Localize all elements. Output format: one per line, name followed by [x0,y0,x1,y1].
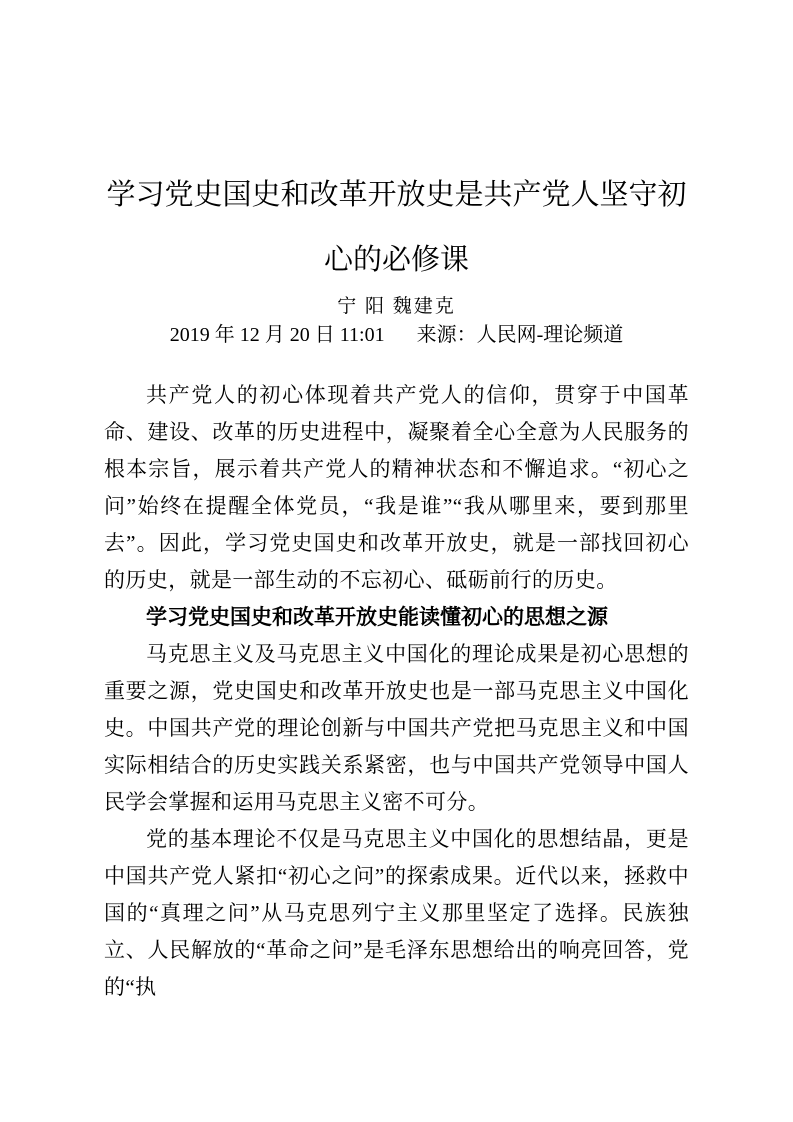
publish-meta-line [104,321,689,349]
section-heading: 学习党史国史和改革开放史能读懂初心的思想之源 [146,606,608,629]
document-title: 学习党史国史和改革开放史是共产党人坚守初心的必修课 [106,179,687,276]
section-paragraph-2: 党的基本理论不仅是马克思主义中国化的思想结晶，更是中国共产党人紧扣“初心之问”的探索成果。近代以来，拯救中国的“真理之问”从马克思列宁主义那里坚定了选择。民族独立、人民解放的“革命之问”是毛泽东思想给出的响亮回答，党的“执 [104,827,689,999]
section-paragraph-1: 马克思主义及马克思主义中国化的理论成果是初心思想的重要之源，党史国史和改革开放史也是一部马克思主义中国化史。中国共产党的理论创新与中国共产党把马克思主义和中国实际相结合的历史实践关系紧密，也与中国共产党领导中国人民学会掌握和运用马克思主义密不可分。 [104,642,689,814]
author-byline: 宁 阳 魏建克 [337,296,456,317]
publish-datetime: 2019 年 12 月 20 日 11:01 [169,324,385,346]
publish-source: 来源：人民网-理论频道 [416,324,624,346]
document-content [104,0,689,1006]
intro-paragraph: 共产党人的初心体现着共产党人的信仰，贯穿于中国革命、建设、改革的历史进程中，凝聚着全心全意为人民服务的根本宗旨，展示着共产党人的精神状态和不懈追求。“初心之问”始终在提醒全体党员，“我是谁”“我从哪里来，要到那里去”。因此，学习党史国史和改革开放史，就是一部找回初心的历史，就是一部生动的不忘初心、砥砺前行的历史。 [104,383,689,592]
